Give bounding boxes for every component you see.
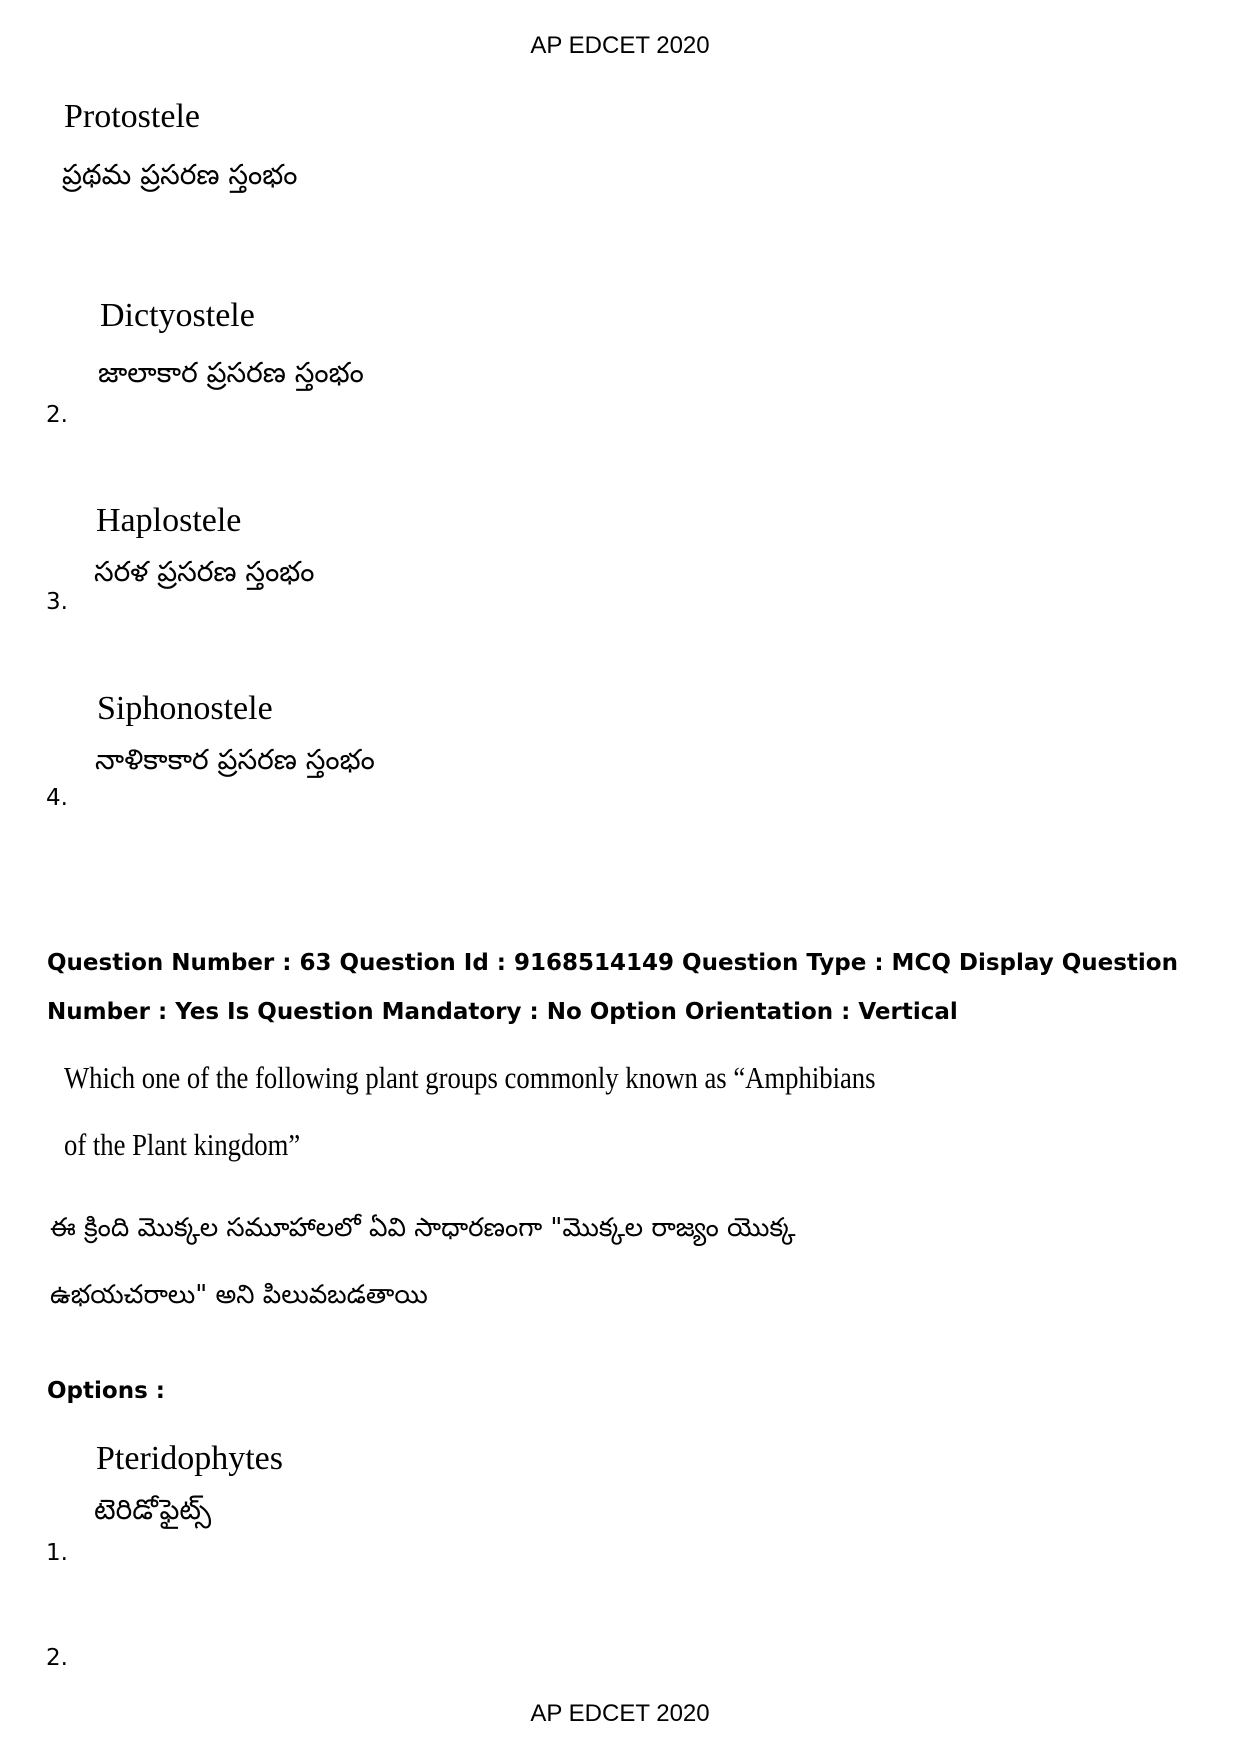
option-number: 2. bbox=[46, 402, 68, 428]
option-telugu-pteridophytes: టెరిడోఫైట్స్ bbox=[94, 1493, 212, 1526]
option-english-siphonostele: Siphonostele bbox=[97, 690, 273, 727]
option-number: 3. bbox=[46, 589, 68, 615]
option-telugu-haplostele: సరళ ప్రసరణ స్తంభం bbox=[94, 555, 315, 588]
question-meta-line-2: Number : Yes Is Question Mandatory : No Option Orientation : Vertical bbox=[47, 999, 958, 1025]
question-text-english-line-2: of the Plant kingdom” bbox=[64, 1127, 301, 1162]
option-english-dictyostele: Dictyostele bbox=[100, 297, 255, 334]
question-meta-line-1: Question Number : 63 Question Id : 9168514149 Question Type : MCQ Display Question bbox=[47, 950, 1178, 976]
option-telugu-dictyostele: జాలాకార ప్రసరణ స్తంభం bbox=[98, 356, 364, 389]
option-number: 4. bbox=[46, 785, 68, 811]
option-english-haplostele: Haplostele bbox=[96, 502, 242, 539]
option-english-protostele: Protostele bbox=[64, 98, 200, 135]
options-label: Options : bbox=[47, 1378, 165, 1404]
page-footer: AP EDCET 2020 bbox=[530, 1700, 710, 1727]
option-number: 1. bbox=[46, 1540, 68, 1566]
question-text-telugu-line-1: ఈ క్రింది మొక్కల సమూహాలలో ఏవి సాధారణంగా "మొక్కల రాజ్యం యొక్క bbox=[50, 1213, 796, 1243]
option-telugu-protostele: ప్రథమ ప్రసరణ స్తంభం bbox=[62, 158, 298, 191]
page-header: AP EDCET 2020 bbox=[530, 32, 710, 59]
question-text-telugu-line-2: ఉభయచరాలు" అని పిలువబడతాయి bbox=[50, 1280, 428, 1310]
option-telugu-siphonostele: నాళికాకార ప్రసరణ స్తంభం bbox=[95, 743, 375, 776]
option-english-pteridophytes: Pteridophytes bbox=[96, 1440, 283, 1477]
question-text-english-line-1: Which one of the following plant groups commonly known as “Amphibians bbox=[64, 1060, 876, 1095]
option-number: 2. bbox=[46, 1645, 68, 1671]
